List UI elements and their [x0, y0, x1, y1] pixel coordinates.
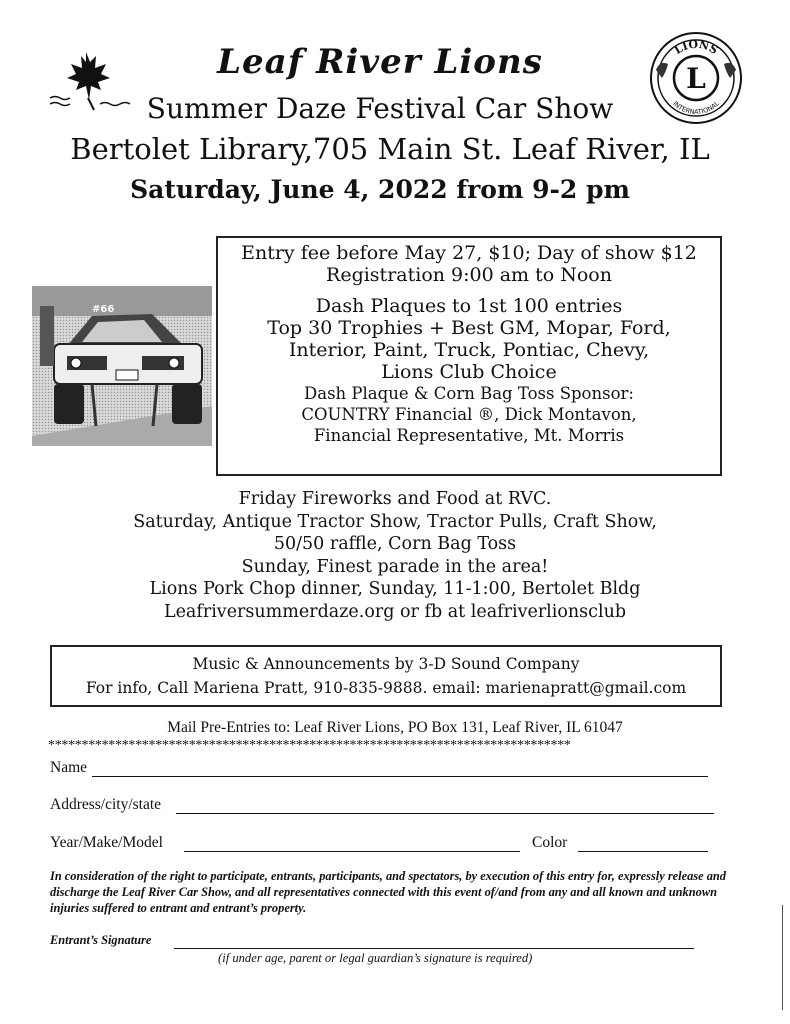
event-line: Lions Pork Chop dinner, Sunday, 11-1:00, Bertolet Bldg: [149, 579, 641, 599]
car-number: #66: [92, 304, 115, 315]
contact-line: For info, Call Mariena Pratt, 910-835-9888. email: marienapratt@gmail.com: [85, 679, 687, 697]
sponsor-title-line: Financial Representative, Mt. Morris: [313, 426, 625, 445]
events-list: [60, 488, 730, 623]
year-make-model-field[interactable]: [184, 851, 520, 852]
sponsor-name-line: COUNTRY Financial ®, Dick Montavon,: [301, 405, 637, 424]
event-location: Bertolet Library,705 Main St. Leaf River, IL: [70, 132, 710, 166]
categories-line: Interior, Paint, Truck, Pontiac, Chevy,: [288, 339, 650, 361]
event-line: Leafriversummerdaze.org or fb at leafriverlionsclub: [163, 601, 627, 622]
entry-fee-line: Entry fee before May 27, $10; Day of show $12: [241, 242, 697, 264]
seal-top-text: LIONS: [671, 37, 721, 57]
mail-address-line: Mail Pre-Entries to: Leaf River Lions, PO Box 131, Leaf River, IL 61047: [167, 719, 623, 736]
address-field[interactable]: [176, 813, 714, 814]
registration-line: Registration 9:00 am to Noon: [326, 264, 612, 286]
name-field[interactable]: [92, 776, 708, 777]
lions-choice-line: Lions Club Choice: [381, 361, 557, 383]
star-divider: ******************************************************************************: [48, 738, 571, 753]
scan-edge-line: [782, 905, 783, 1010]
music-line: Music & Announcements by 3-D Sound Company: [192, 655, 580, 673]
maple-leaf-logo: [46, 44, 136, 114]
year-make-model-label: Year/Make/Model: [50, 834, 163, 851]
event-date: Saturday, June 4, 2022 from 9-2 pm: [130, 175, 630, 204]
seal-letter: L: [686, 62, 706, 95]
event-line: Sunday, Finest parade in the area!: [241, 556, 549, 577]
svg-text:LIONS: [672, 38, 720, 57]
signature-note: (if under age, parent or legal guardian’s signature is required): [218, 951, 533, 965]
event-line: 50/50 raffle, Corn Bag Toss: [273, 534, 517, 554]
name-label: Name: [50, 759, 88, 776]
event-subtitle: Summer Daze Festival Car Show: [146, 92, 614, 125]
liability-waiver: In consideration of the right to participate, entrants, participants, and spectators, by execution of this entry for, expressly release and discharge the Leaf River Car Show, and all representatives connected with this event of/and from any and all known and unknown injuries suffered to entrant and entrant’s property.: [50, 869, 727, 915]
car-photo: [32, 286, 212, 446]
svg-text:INTERNATIONAL: [671, 99, 721, 116]
sponsor-line: Dash Plaque & Corn Bag Toss Sponsor:: [304, 384, 634, 403]
signature-label: Entrant’s Signature: [50, 933, 152, 947]
trophies-line: Top 30 Trophies + Best GM, Mopar, Ford,: [267, 317, 671, 339]
color-label: Color: [532, 834, 568, 851]
page-title: Leaf River Lions: [217, 42, 543, 82]
address-label: Address/city/state: [50, 796, 162, 813]
dash-plaques-line: Dash Plaques to 1st 100 entries: [315, 295, 623, 317]
event-line: Saturday, Antique Tractor Show, Tractor Pulls, Craft Show,: [133, 511, 657, 532]
seal-bottom-text: INTERNATIONAL: [671, 99, 721, 117]
lions-international-seal: [648, 30, 744, 126]
color-field[interactable]: [578, 851, 708, 852]
entry-info-box: [216, 236, 722, 476]
event-line: Friday Fireworks and Food at RVC.: [238, 489, 552, 509]
signature-field[interactable]: [174, 948, 694, 949]
contact-info-box: [50, 645, 722, 707]
